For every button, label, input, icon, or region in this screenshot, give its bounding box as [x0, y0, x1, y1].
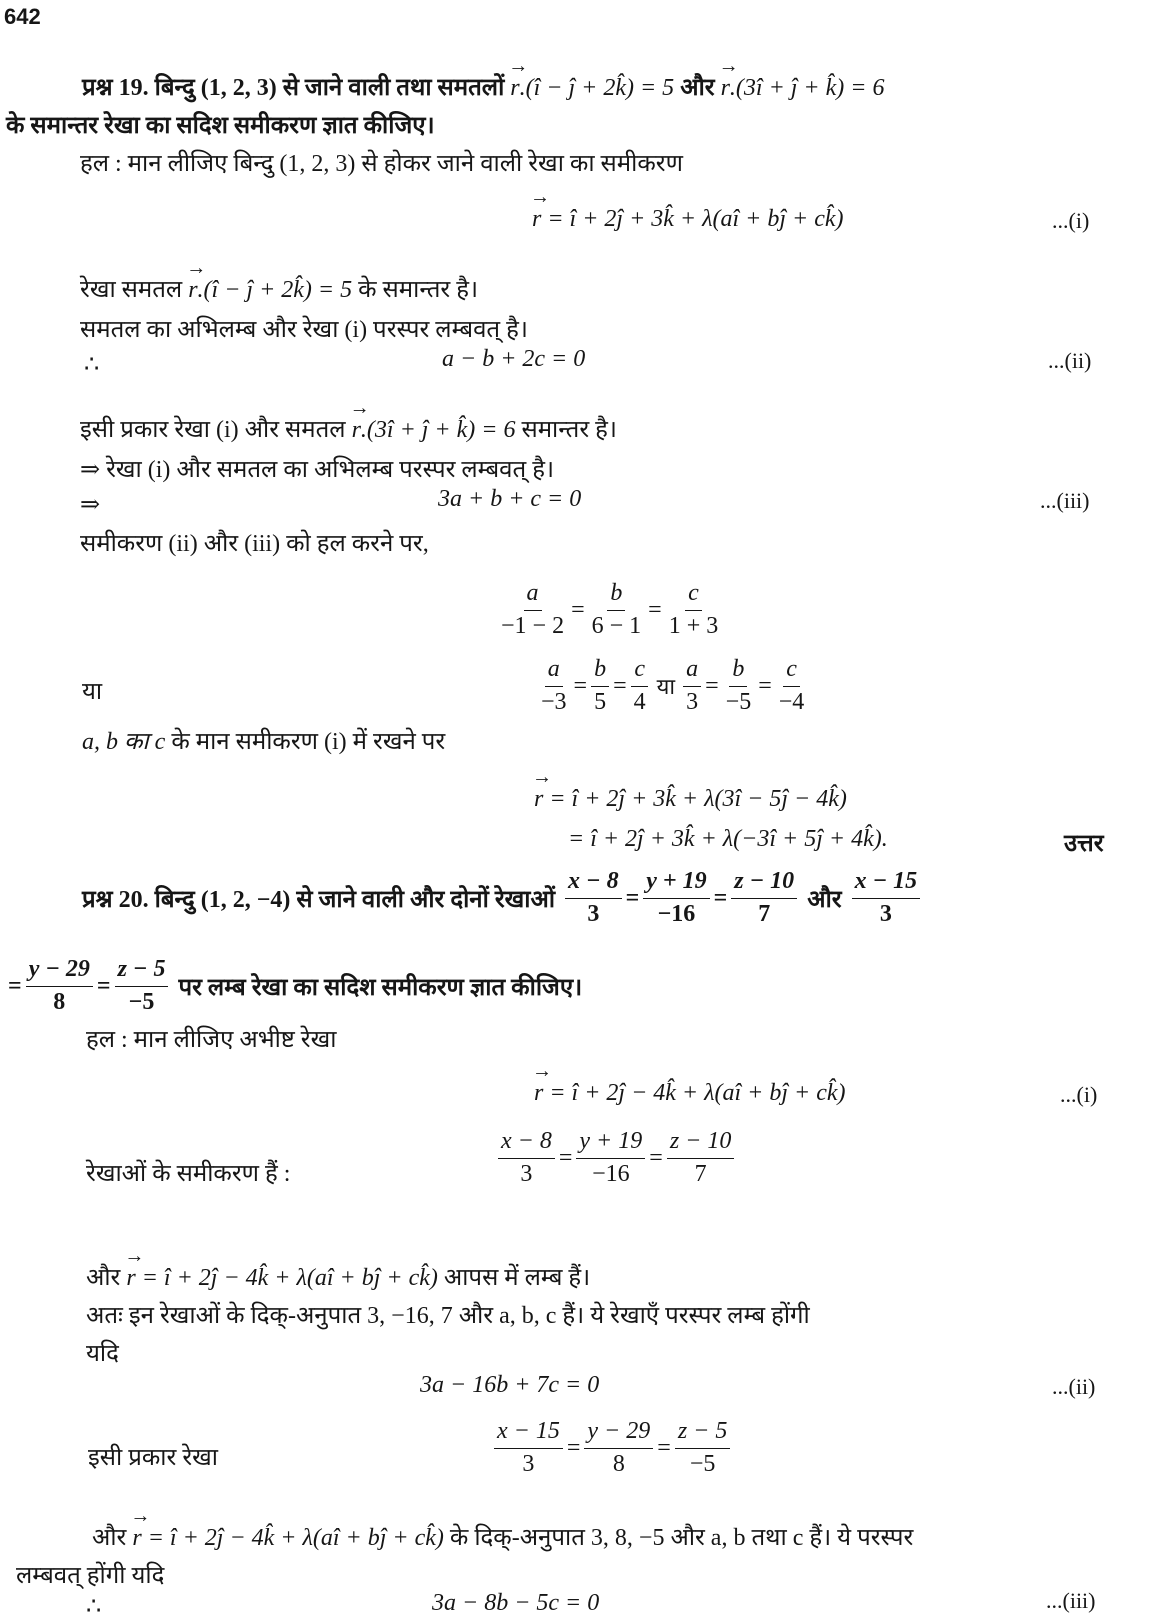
q19-eq3: 3a + b + c = 0 — [438, 486, 582, 512]
or-label: या — [82, 679, 103, 705]
q20-similarly: इसी प्रकार रेखा — [88, 1445, 219, 1471]
q19-final2: = î + 2ĵ + 3k̂ + λ(−3î + 5ĵ + 4k̂). — [568, 826, 888, 852]
q19-eq2: a − b + 2c = 0 — [442, 346, 586, 372]
implies-symbol: ⇒ — [80, 492, 101, 518]
vector-r: → r — [532, 206, 541, 233]
vector-r: → r — [510, 75, 519, 102]
q20-and-perp: और → r = î + 2ĵ − 4k̂ + λ(aî + bĵ + ck̂) आपस में लम्ब हैं। — [86, 1260, 590, 1293]
q19-final1: → r = î + 2ĵ + 3k̂ + λ(3î − 5ĵ − 4k̂) — [534, 786, 847, 813]
q20-statement-text: बिन्दु (1, 2, −4) से जाने वाली और दोनों रेखाओं — [154, 886, 556, 913]
q20-eq3: 3a − 8b − 5c = 0 — [432, 1590, 600, 1616]
therefore-symbol: ∴ — [86, 1594, 102, 1620]
q20-eq1: → r = î + 2ĵ − 4k̂ + λ(aî + bĵ + ck̂) — [534, 1080, 846, 1107]
q19-ratio2: $\frac{a}{-3}$ = $\frac{b}{5}$ = $\frac{c}{4}$ या $\frac{a}{3}$ = $\frac{b}{-5}$ = $\frac{c}{-4}$ — [541, 656, 805, 715]
q20-line2-eq: $\frac{x - 15}{3}$ = $\frac{y - 29}{8}$ = $\frac{z - 5}{-5}$ — [490, 1418, 734, 1478]
q19-similarly: इसी प्रकार रेखा (i) और समतल → r.(3î + ĵ + k̂) = 6 समान्तर है। — [80, 412, 617, 445]
q20-lines-eq-label: रेखाओं के समीकरण हैं : — [86, 1161, 291, 1187]
vector-r: → r — [352, 417, 361, 444]
vector-r: → r — [188, 277, 197, 304]
q19-implies-line: ⇒ रेखा (i) और समतल का अभिलम्ब परस्पर लम्बवत् है। — [80, 457, 555, 483]
q19-eq3-tag: ...(iii) — [1040, 488, 1090, 513]
q20-statement-line1: प्रश्न 20. बिन्दु (1, 2, −4) से जाने वाली और दोनों रेखाओं $\frac{x - 8}{3}$ = $\frac{y + 19}{-16}$ = $\frac{z - 10}{7}$ और $\frac{x - 15}{3}$ — [82, 868, 924, 928]
q19-statement-line2: के समान्तर रेखा का सदिश समीकरण ज्ञात कीजिए। — [6, 113, 435, 139]
conj-and: और — [680, 75, 715, 101]
vector-r: → r — [126, 1265, 135, 1292]
q19-line-parallel: रेखा समतल → r.(î − ĵ + 2k̂) = 5 के समान्तर है। — [80, 272, 478, 305]
q20-eq2-tag: ...(ii) — [1052, 1374, 1096, 1399]
q19-eq2-tag: ...(ii) — [1048, 348, 1092, 373]
q19-solution-intro: हल : मान लीजिए बिन्दु (1, 2, 3) से होकर जाने वाली रेखा का समीकरण — [80, 151, 683, 177]
vector-r: → r — [534, 1080, 543, 1107]
q20-dr-line: अतः इन रेखाओं के दिक्-अनुपात 3, −16, 7 और a, b, c हैं। ये रेखाएँ परस्पर लम्ब होंगी — [86, 1303, 810, 1329]
q20-eq3-tag: ...(iii) — [1046, 1588, 1096, 1613]
vector-r: → r — [132, 1525, 141, 1552]
q19-normal-perp: समतल का अभिलम्ब और रेखा (i) परस्पर लम्बवत् है। — [80, 317, 528, 343]
q19-ratio1: $\frac{a}{-1 - 2}$ = $\frac{b}{6 - 1}$ = $\frac{c}{1 + 3}$ — [501, 580, 719, 639]
q20-statement-line2: = $\frac{y - 29}{8}$ = $\frac{z - 5}{-5}$ पर लम्ब रेखा का सदिश समीकरण ज्ञात कीजिए। — [8, 956, 583, 1015]
q19-solving: समीकरण (ii) और (iii) को हल करने पर, — [80, 531, 429, 557]
q19-eq1-tag: ...(i) — [1052, 208, 1090, 233]
q19-statement-line1 — [82, 70, 884, 103]
q20-and2: और → r = î + 2ĵ − 4k̂ + λ(aî + bĵ + ck̂) के दिक्-अनुपात 3, 8, −5 और a, b तथा c हैं। ये परस्पर — [92, 1520, 913, 1553]
vector-r: → r — [721, 75, 730, 102]
q20-if: यदि — [86, 1341, 119, 1367]
vector-r: → r — [534, 786, 543, 813]
q20-label: प्रश्न 20. — [82, 886, 149, 913]
q19-statement-text: बिन्दु (1, 2, 3) से जाने वाली तथा समतलों — [154, 75, 505, 101]
plane1-equation: .(î − ĵ + 2k̂) = 5 — [519, 75, 675, 101]
therefore-symbol: ∴ — [84, 352, 100, 378]
q20-perp-if: लम्बवत् होंगी यदि — [16, 1563, 165, 1589]
q19-substitute: a, b का c के मान समीकरण (i) में रखने पर — [82, 729, 446, 755]
plane2-equation: .(3î + ĵ + k̂) = 6 — [729, 75, 885, 101]
q20-eq2: 3a − 16b + 7c = 0 — [420, 1372, 600, 1398]
page-number: 642 — [4, 4, 41, 29]
answer-label: उत्तर — [1064, 831, 1104, 857]
q19-label: प्रश्न 19. — [82, 75, 149, 101]
q19-eq1: → r = î + 2ĵ + 3k̂ + λ(aî + bĵ + ck̂) — [532, 206, 844, 233]
q20-eq1-tag: ...(i) — [1060, 1082, 1098, 1107]
q20-solution-intro: हल : मान लीजिए अभीष्ट रेखा — [86, 1027, 337, 1053]
q20-line1-eq: $\frac{x - 8}{3}$ = $\frac{y + 19}{-16}$ = $\frac{z - 10}{7}$ — [494, 1128, 738, 1188]
